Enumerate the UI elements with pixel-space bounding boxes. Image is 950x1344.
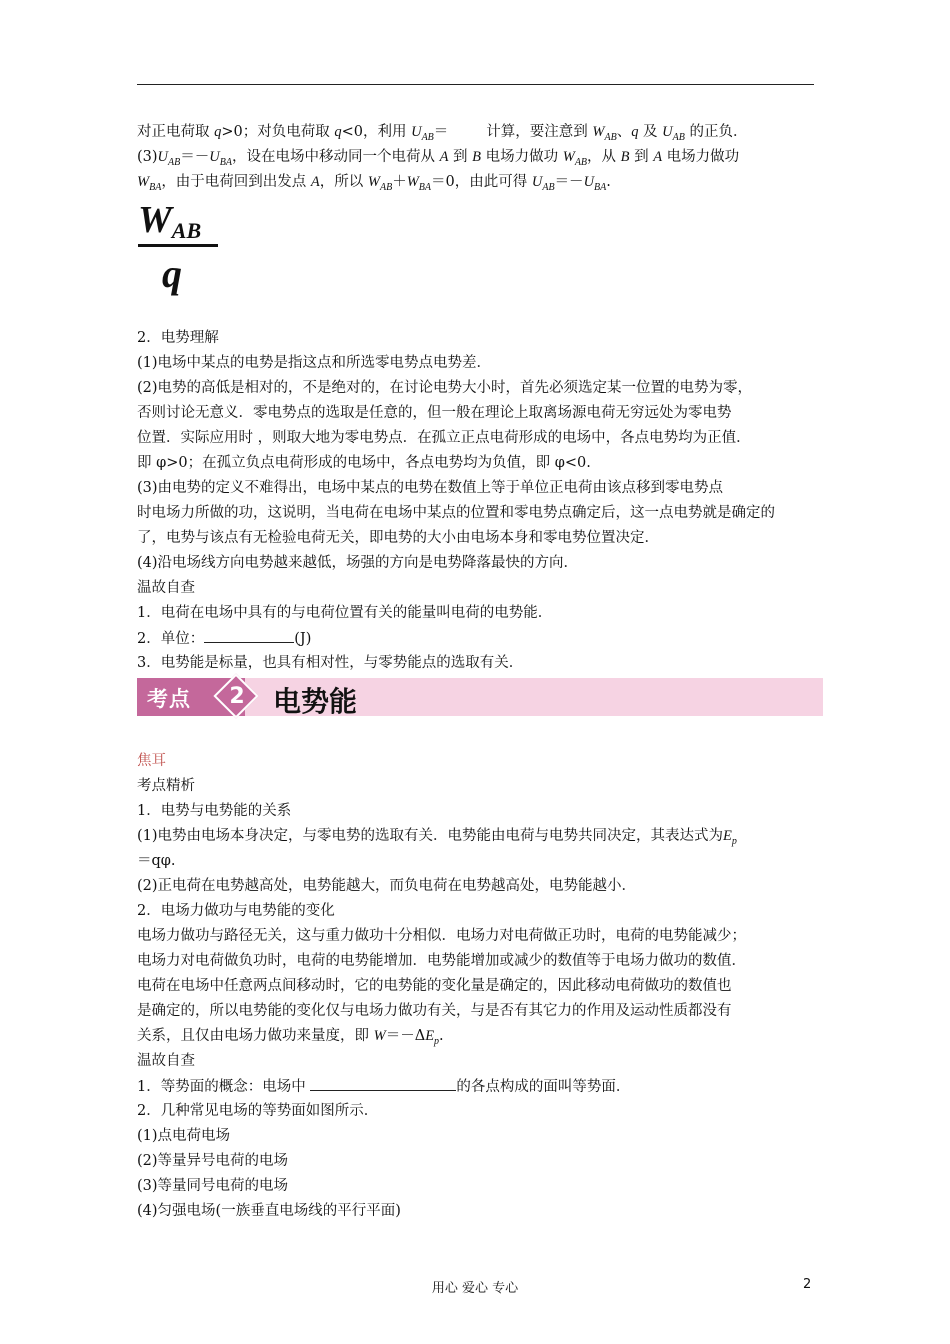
text-line: 关系，且仅由电场力做功来量度，即 $W=-\Delta E_p$. [137,1028,444,1047]
text-line: (4)匀强电场(一族垂直电场线的平行平面) [137,1203,401,1219]
answer-label: 焦耳 [137,753,166,769]
section-heading: 温故自查 [137,1053,195,1069]
text-line: 时电场力所做的功，这说明，当电荷在电场中某点的位置和零电势点确定后，这一点电势就是确定的 [137,505,775,521]
page-number: 2 [803,1277,812,1292]
text-line: (2)正电荷在电势越高处，电势能越大，而负电荷在电势越高处，电势能越小． [137,878,637,894]
text-line: 电场力做功与路径无关，这与重力做功十分相似．电场力对电荷做正功时，电荷的电势能减少； [137,928,746,944]
text-line: 3．电势能是标量，也具有相对性，与零势能点的选取有关． [137,655,524,671]
text-line: (2)电势的高低是相对的，不是绝对的，在讨论电势大小时，首先必须选定某一位置的电势为零， [137,380,753,396]
text-line: 对正电荷取 q>0；对负电荷取 q<0，利用 $U_{AB}=$ 计算，要注意到 $W_{AB}$、q 及 $U_{AB}$ 的正负． [137,124,748,143]
banner-number: 2 [229,684,245,709]
text-line: 2．几种常见电场的等势面如图所示． [137,1103,379,1119]
footer-text: 用心 爱心 专心 [431,1281,519,1296]
text-line: 了，电势与该点有无检验电荷无关，即电势的大小由电场本身和零电势位置决定． [137,530,659,546]
fraction-numerator: $W_{AB}$ [138,199,202,243]
text-line: (2)等量异号电荷的电场 [137,1153,289,1169]
text-line: $W_{BA}$，由于电荷回到出发点 A，所以 $W_{AB}+W_{BA}=0$，由此可得 $U_{AB}=-U_{BA}$. [137,174,611,193]
text-line: (3)等量同号电荷的电场 [137,1178,289,1194]
text-line: (1)电势由电场本身决定，与零电势的选取有关．电势能由电荷与电势共同决定，其表达式为$E_p$ [137,828,737,847]
text-line: 是确定的，所以电势能的变化仅与电场力做功有关，与是否有其它力的作用及运动性质都没有 [137,1003,732,1019]
section-heading: 考点精析 [137,778,195,794]
section-banner [137,678,823,716]
text-line: 电场力对电荷做负功时，电荷的电势能增加．电势能增加或减少的数值等于电场力做功的数值． [137,953,746,969]
header-rule [137,84,814,85]
text-line: 2．电势理解 [137,330,219,346]
text-line: 1．电势与电势能的关系 [137,803,292,819]
banner-tag: 考点 [147,687,191,711]
text-line: 1．等势面的概念：电场中 的各点构成的面叫等势面． [137,1076,630,1097]
text-line: ＝qφ. [137,853,176,869]
text-line: 2．电场力做功与电势能的变化 [137,903,335,919]
text-line: 即 φ>0；在孤立负点电荷形成的电场中，各点电势均为负值，即 φ<0. [137,455,591,471]
fraction-bar [138,244,218,247]
text-line: (4)沿电场线方向电势越来越低，场强的方向是电势降落最快的方向． [137,555,579,571]
formula-fraction [138,200,218,310]
answer-blank [204,628,294,643]
answer-blank [310,1076,456,1091]
text-line: 1．电荷在电场中具有的与电荷位置有关的能量叫电荷的电势能． [137,605,553,621]
text-line: 电荷在电场中任意两点间移动时，它的电势能的变化量是确定的，因此移动电荷做功的数值也 [137,978,732,994]
text-line: (1)电场中某点的电势是指这点和所选零电势点电势差． [137,355,492,371]
banner-title: 电势能 [273,685,358,718]
text-line: $(3)U_{AB}=-U_{BA}$，设在电场中移动同一个电荷从 A 到 B 电场力做功 $W_{AB}$，从 B 到 A 电场力做功 [137,149,740,168]
text-line: 2．单位： (J) [137,628,311,649]
text-line: 否则讨论无意义．零电势点的选取是任意的，但一般在理论上取离场源电荷无穷远处为零电势 [137,405,732,421]
section-heading: 温故自查 [137,580,195,596]
text-line: (1)点电荷电场 [137,1128,231,1144]
text-line: 位置．实际应用时 ，则取大地为零电势点．在孤立正点电荷形成的电场中，各点电势均为正值． [137,430,751,446]
text-line: (3)由电势的定义不难得出，电场中某点的电势在数值上等于单位正电荷由该点移到零电势点 [137,480,724,496]
fraction-denominator: q [162,251,182,296]
